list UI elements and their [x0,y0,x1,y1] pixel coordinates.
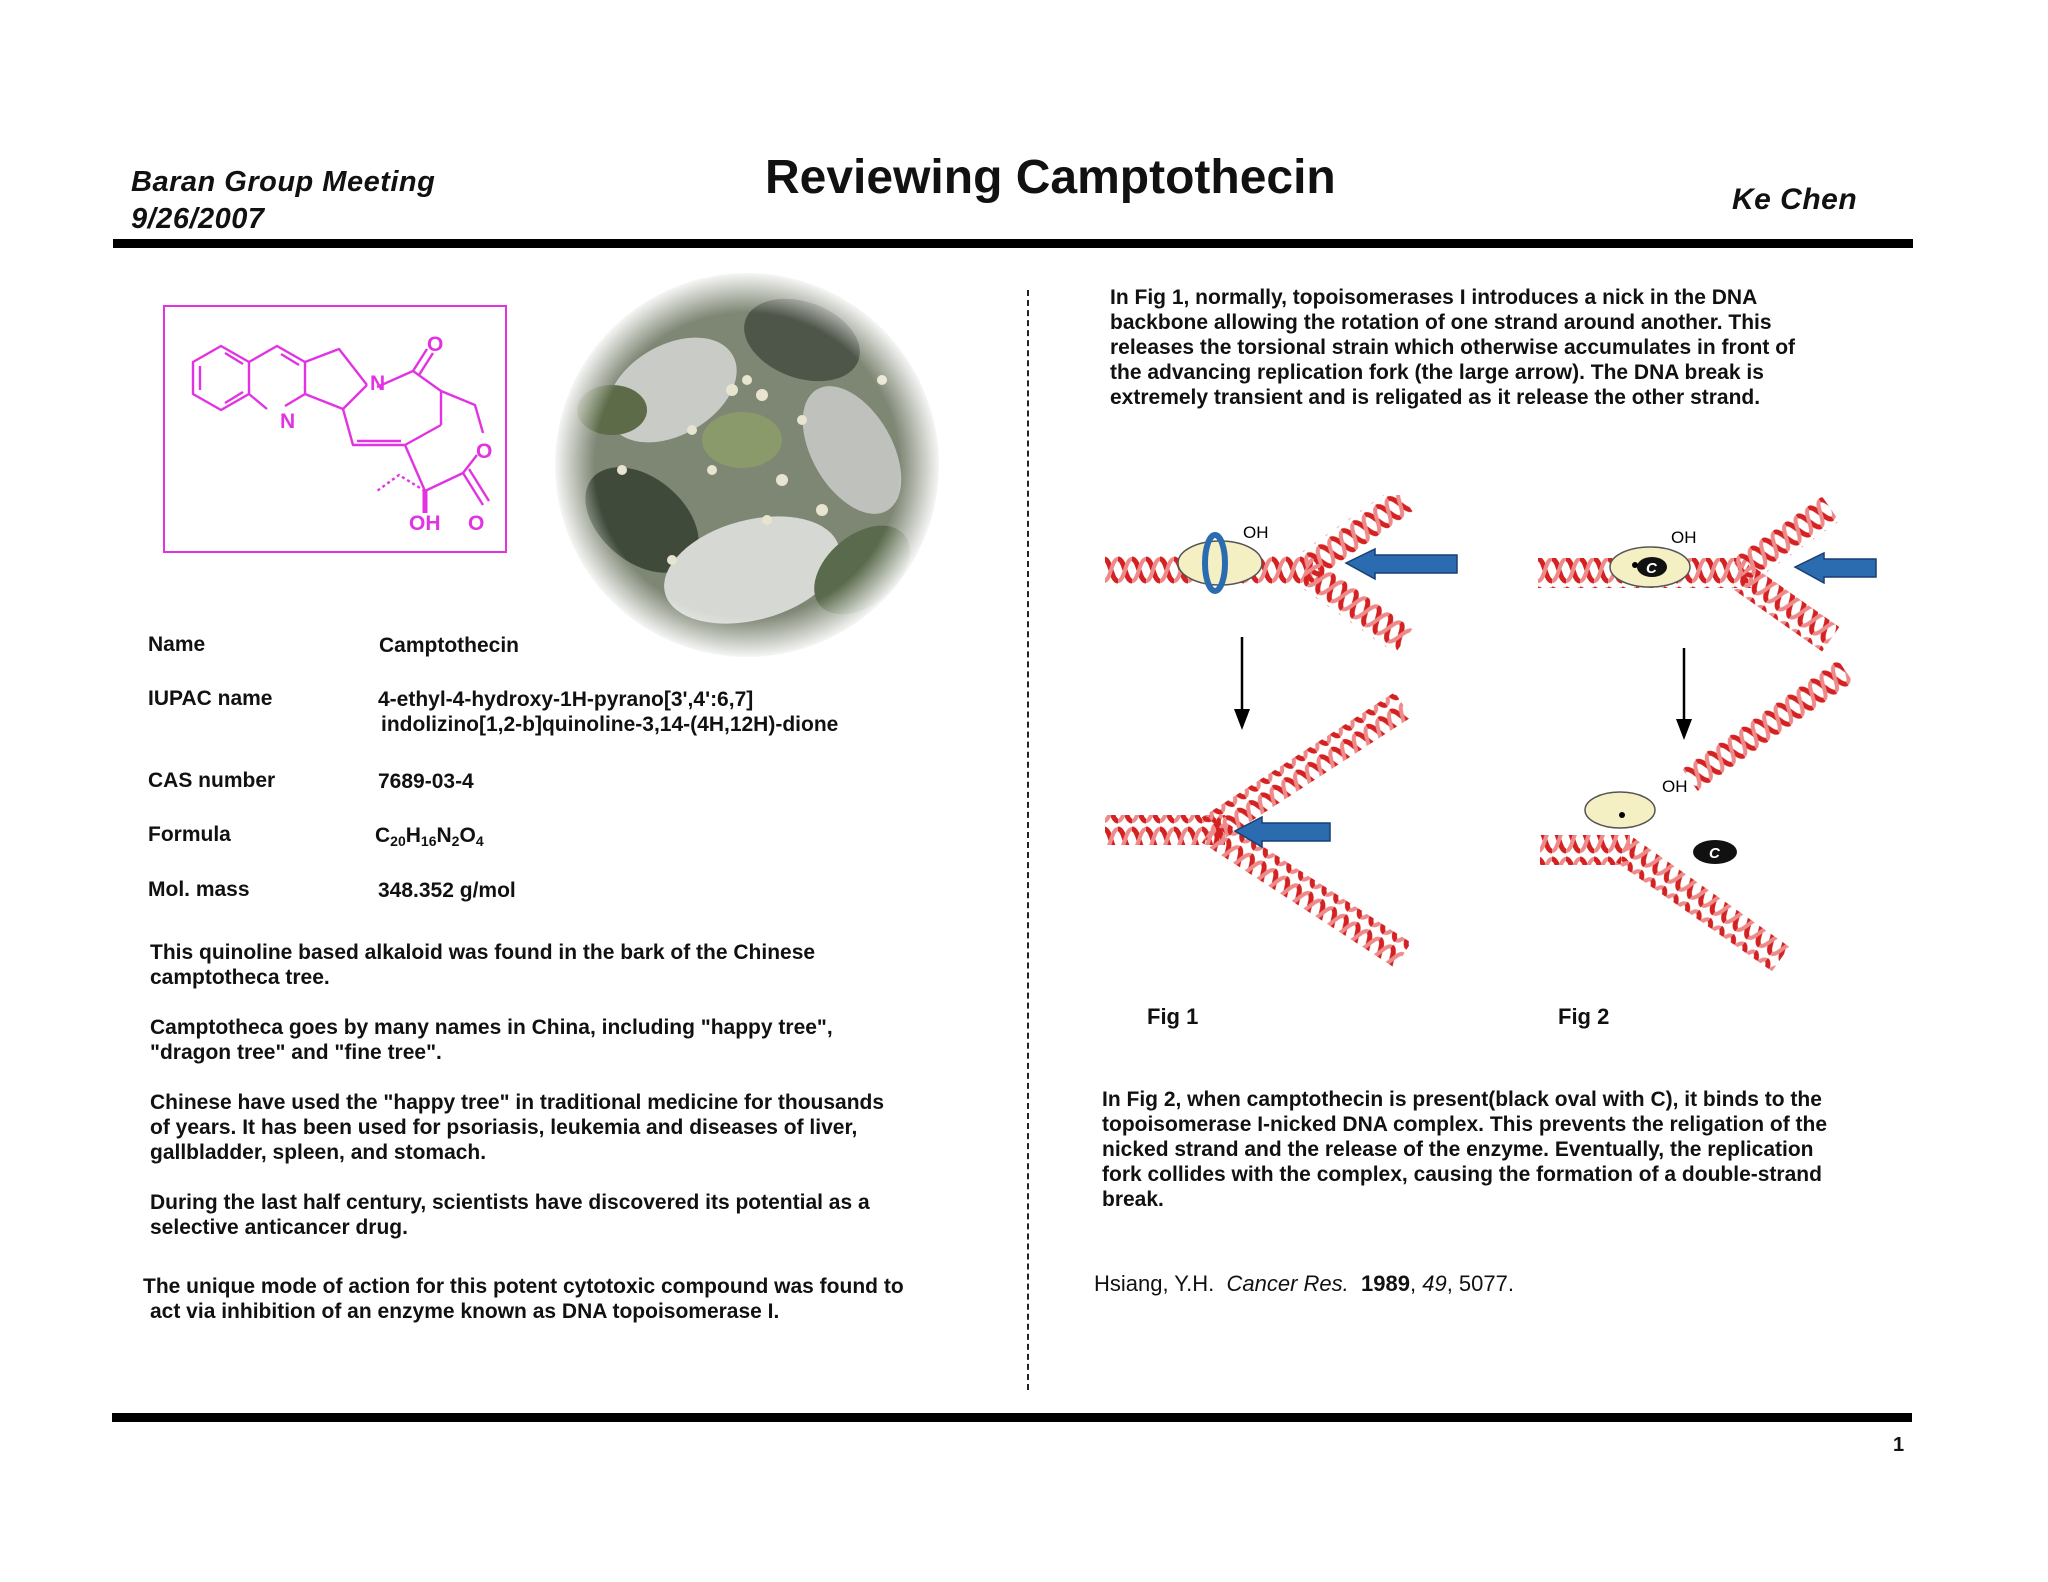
citation-page: 5077. [1458,1271,1514,1296]
paragraph-medicine: Chinese have used the "happy tree" in traditional medicine for thousands of years. It has been used for psoriasis, leukemia and diseases of liver, gallbladder, spleen, and stomach. [150,1091,885,1164]
paragraph-names: Camptotheca goes by many names in China, including "happy tree", "dragon tree" and "fine tree". [150,1016,833,1064]
citation: Hsiang, Y.H. Cancer Res. 1989, 49, 5077. [1094,1271,1514,1296]
author-name: Ke Chen [1732,183,1858,216]
name-label: Name [148,633,206,656]
page-title: Reviewing Camptothecin [765,151,1336,204]
paragraph-origin: This quinoline based alkaloid was found in the bark of the Chinese camptotheca tree. [150,941,816,989]
top-rule [113,239,1913,248]
iupac-value [378,687,838,737]
formula-value: $C_{20}H_{16}N_2O_4$ [375,824,484,849]
fig1-top-complex [1105,495,1457,653]
meeting-date: 9/26/2007 [131,203,265,235]
bottom-rule [112,1413,1912,1422]
cas-value: 7689-03-4 [378,770,474,793]
citation-authors: Hsiang, Y.H. [1094,1271,1215,1296]
mass-value: 348.352 g/mol [378,879,516,902]
iupac-label: IUPAC name [148,687,273,710]
fig1-oh-label: OH [1243,523,1269,542]
paragraph-mode-of-action: The unique mode of action for this potent cytotoxic compound was found to act via inhibition of an enzyme known as DNA topoisomerase I. [143,1275,904,1323]
fig2-oh-bottom: OH [1662,777,1688,796]
fig1-down-arrow [1234,637,1250,730]
iupac-line-2: indolizino[1,2-b]quinoline-3,14-(4H,12H)-dione [381,713,839,736]
fig2-top-complex [1538,496,1876,651]
atom-o-carbonyl: O [427,333,444,356]
fig2-c-bottom: C [1709,845,1720,862]
atom-oh: OH [409,512,441,535]
paragraph-fig1: In Fig 1, normally, topoisomerases I introduces a nick in the DNA backbone allowing the rotation of one strand around another. This releases the torsional strain which otherwise accumulates in front of the advancing replication fork (the large arrow). The DNA break is extremely transient and is religated as it release the other strand. [1110,286,1796,409]
atom-n-top: N [370,372,386,395]
meeting-name: Baran Group Meeting [131,166,436,198]
column-divider [1027,290,1029,1390]
fig2-c-top: C [1646,560,1657,577]
atom-o-ring: O [476,440,493,463]
fig1-label: Fig 1 [1147,1004,1199,1029]
paragraph-anticancer: During the last half century, scientists have discovered its potential as a selective anticancer drug. [150,1191,870,1239]
citation-volume: 49 [1422,1271,1447,1296]
formula-label: Formula [148,823,231,846]
mass-label: Mol. mass [148,878,250,901]
cas-label: CAS number [148,769,276,792]
header-meeting-block [131,164,435,238]
atom-o-lactone: O [468,512,485,535]
atom-n-bottom: N [280,410,296,433]
citation-year: 1989 [1361,1271,1410,1296]
fig2-label: Fig 2 [1558,1004,1610,1029]
camptotheca-tree-photo [552,270,942,660]
page-number: 1 [1893,1434,1905,1456]
name-value: Camptothecin [379,634,520,657]
camptothecin-structure [163,305,508,553]
topoisomerase-figures [1090,495,1990,995]
citation-journal: Cancer Res. [1226,1271,1349,1296]
fig2-down-arrow [1676,648,1692,740]
fig2-bottom-break [1540,659,1854,972]
fig1-bottom-fork [1105,692,1411,968]
fig2-oh-top: OH [1671,528,1697,547]
iupac-line-1: 4-ethyl-4-hydroxy-1H-pyrano[3',4':6,7] [378,688,754,711]
paragraph-fig2: In Fig 2, when camptothecin is present(black oval with C), it binds to the topoisomerase I-nicked DNA complex. This prevents the religation of the nicked strand and the release of the enzyme. Eventually, the replication fork collides with the complex, causing the formation of a double-strand break. [1102,1088,1828,1211]
